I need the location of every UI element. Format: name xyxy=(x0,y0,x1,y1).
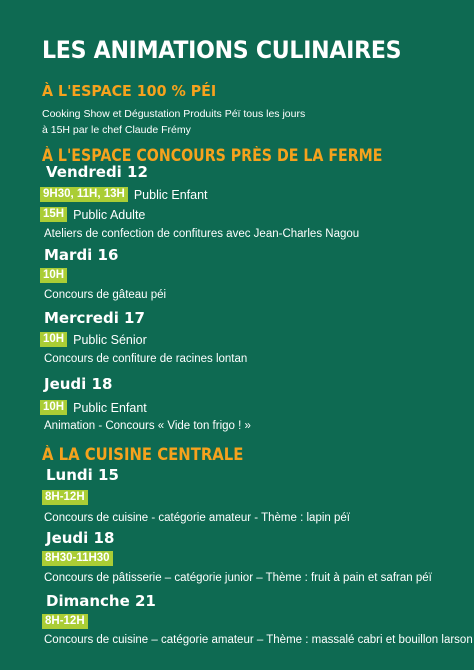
audience-label: Public Enfant xyxy=(133,187,208,202)
time-tag: 8H-12H xyxy=(42,614,88,629)
event-description: Concours de gâteau péi xyxy=(44,289,167,301)
section-heading-cuisine-centrale: À LA CUISINE CENTRALE xyxy=(42,445,244,464)
audience-label: Public Adulte xyxy=(73,207,146,222)
section-heading-espace-concours: À L'ESPACE CONCOURS PRÈS DE LA FERME xyxy=(42,146,383,165)
section-1-line-2: à 15H par le chef Claude Frémy xyxy=(42,124,191,136)
event-description: Concours de confiture de racines lontan xyxy=(44,353,248,365)
day-heading-mardi-16: Mardi 16 xyxy=(44,246,119,264)
day-heading-jeudi-18-cuisine: Jeudi 18 xyxy=(46,529,115,547)
audience-label: Public Enfant xyxy=(73,400,147,415)
section-heading-espace-100-pei: À L'ESPACE 100 % PÉI xyxy=(42,82,217,100)
day-heading-jeudi-18: Jeudi 18 xyxy=(44,375,113,393)
day-heading-lundi-15: Lundi 15 xyxy=(46,466,119,484)
section-1-description xyxy=(42,106,305,138)
time-tag: 8H-12H xyxy=(42,490,88,505)
time-tag: 15H xyxy=(40,207,67,222)
schedule-slot xyxy=(40,187,208,202)
schedule-slot xyxy=(42,490,88,505)
audience-label: Public Sénior xyxy=(73,332,147,347)
section-1-line-1: Cooking Show et Dégustation Produits Péï tous les jours xyxy=(42,108,306,120)
time-tag: 8H30-11H30 xyxy=(42,551,113,566)
event-description: Animation - Concours « Vide ton frigo ! » xyxy=(44,420,251,432)
day-heading-mercredi-17: Mercredi 17 xyxy=(44,309,145,327)
event-description: Ateliers de confection de confitures avec Jean-Charles Nagou xyxy=(44,228,360,240)
event-description: Concours de pâtisserie – catégorie junior – Thème : fruit à pain et safran péï xyxy=(44,572,432,584)
schedule-slot xyxy=(42,551,113,566)
day-heading-vendredi-12: Vendredi 12 xyxy=(46,163,148,181)
schedule-slot xyxy=(42,614,88,629)
time-tag: 10H xyxy=(40,400,67,415)
time-tag: 9H30, 11H, 13H xyxy=(40,187,128,202)
event-description: Concours de cuisine - catégorie amateur - Thème : lapin péï xyxy=(44,512,350,524)
schedule-slot xyxy=(40,207,145,222)
time-tag: 10H xyxy=(40,268,67,283)
day-heading-dimanche-21: Dimanche 21 xyxy=(46,592,156,610)
schedule-slot xyxy=(40,400,147,415)
schedule-slot xyxy=(40,332,147,347)
time-tag: 10H xyxy=(40,332,67,347)
event-description: Concours de cuisine – catégorie amateur – Thème : massalé cabri et bouillon larson xyxy=(44,634,473,646)
schedule-slot xyxy=(40,268,67,283)
page-title: LES ANIMATIONS CULINAIRES xyxy=(42,36,402,64)
